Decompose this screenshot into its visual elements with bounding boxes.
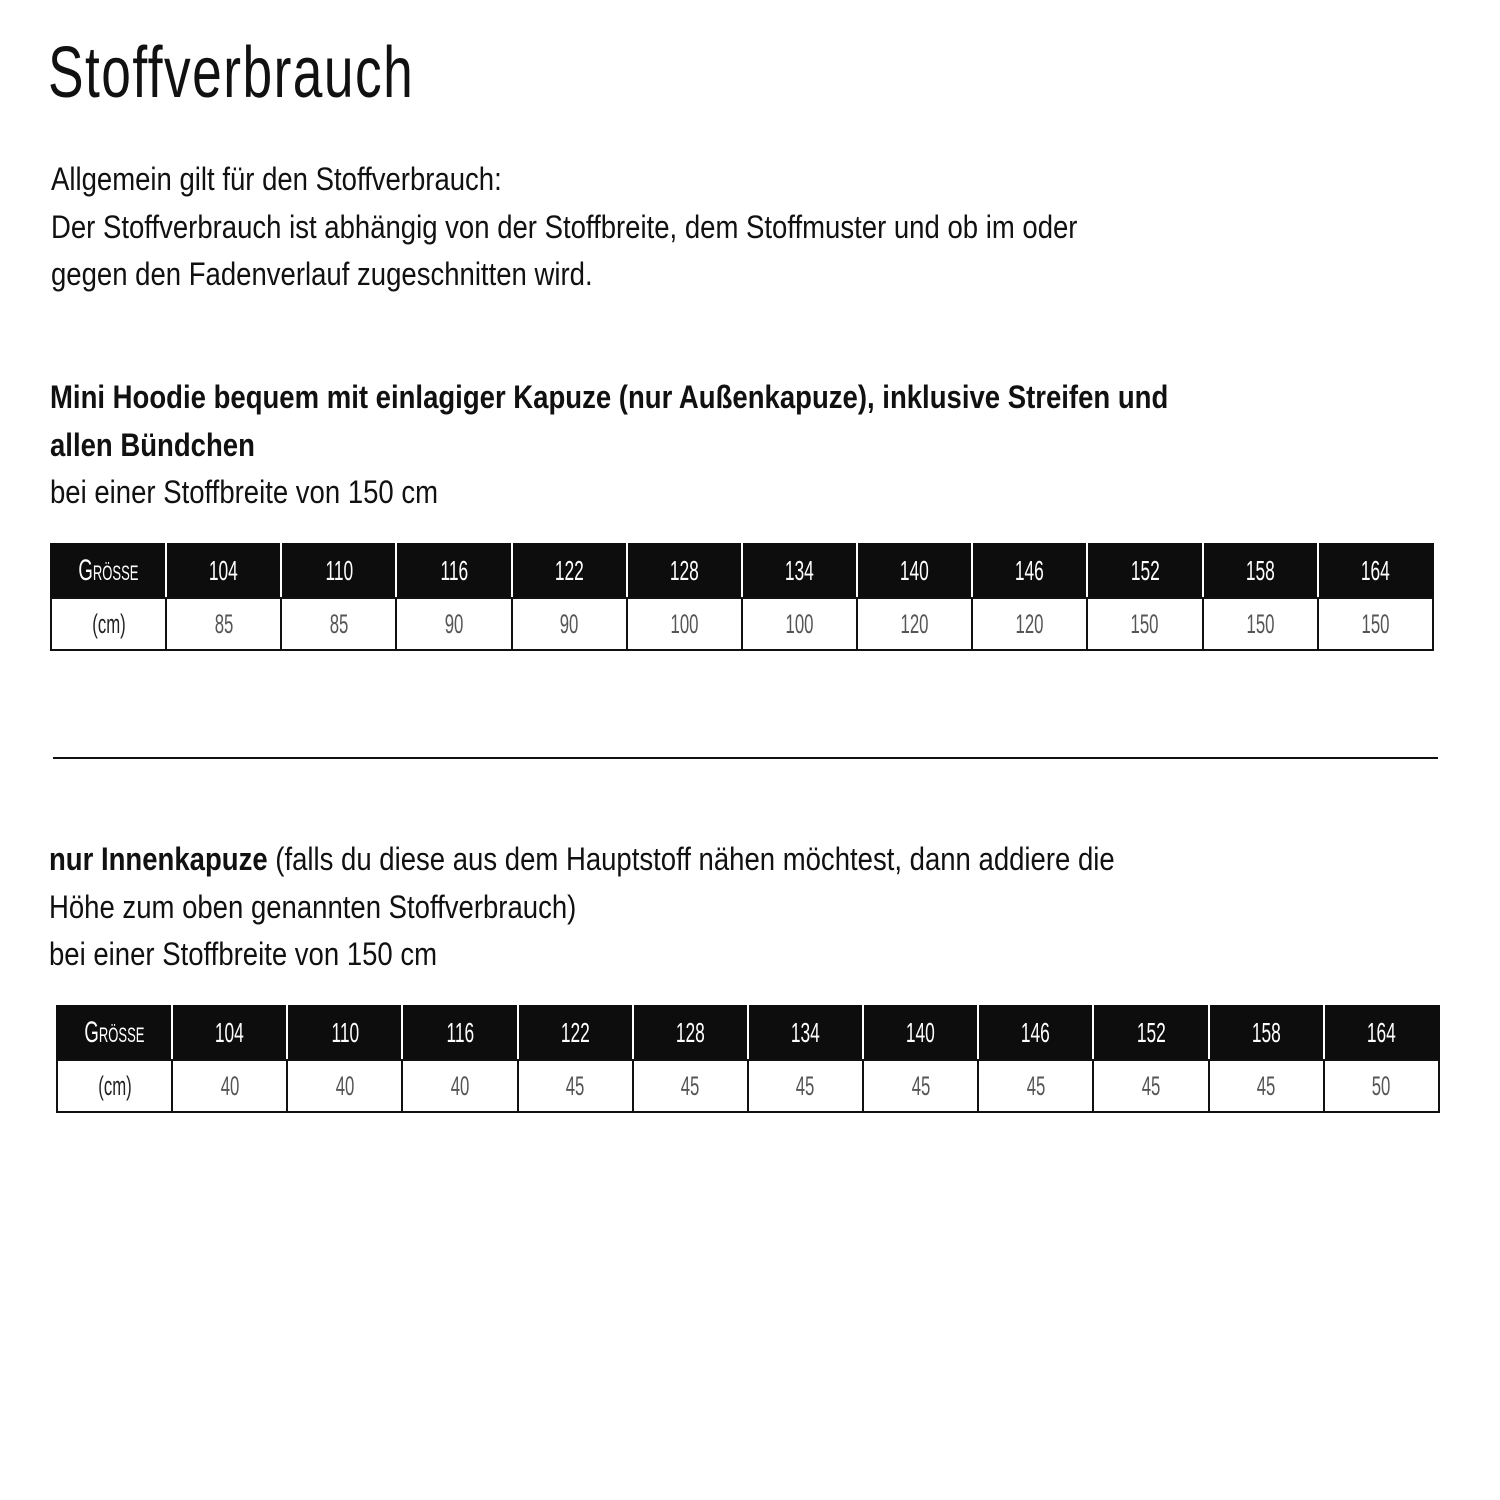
size-cell: 164 bbox=[1318, 544, 1433, 598]
size-cell: 110 bbox=[281, 544, 396, 598]
value-cell: 40 bbox=[172, 1060, 287, 1112]
value-cell: 45 bbox=[1093, 1060, 1208, 1112]
size-cell: 158 bbox=[1209, 1006, 1324, 1060]
inner-hood-fabric-table bbox=[56, 1005, 1440, 1113]
value-cell: 120 bbox=[972, 598, 1087, 650]
size-cell: 122 bbox=[512, 544, 627, 598]
value-cell: 40 bbox=[287, 1060, 402, 1112]
value-cell: 50 bbox=[1324, 1060, 1439, 1112]
value-cell: 150 bbox=[1203, 598, 1318, 650]
section-inner-hood-title-bold: nur Innenkapuze bbox=[49, 841, 268, 877]
value-cell: 45 bbox=[863, 1060, 978, 1112]
size-cell: 164 bbox=[1324, 1006, 1439, 1060]
size-cell: 104 bbox=[172, 1006, 287, 1060]
value-cell: 45 bbox=[1209, 1060, 1324, 1112]
section-inner-hood-heading bbox=[49, 836, 1391, 979]
value-cell: 150 bbox=[1087, 598, 1202, 650]
hoodie-fabric-table bbox=[50, 543, 1434, 651]
size-cell: 146 bbox=[978, 1006, 1093, 1060]
section-inner-hood-title-line-2: Höhe zum oben genannten Stoffverbrauch) bbox=[49, 888, 577, 925]
size-cell: 146 bbox=[972, 544, 1087, 598]
value-cell: 150 bbox=[1318, 598, 1433, 650]
size-cell: 158 bbox=[1203, 544, 1318, 598]
hoodie-value-row bbox=[51, 598, 1433, 650]
section-hoodie-title-line-1: Mini Hoodie bequem mit einlagiger Kapuze (nur Außenkapuze), inklusive Streifen und bbox=[50, 379, 1169, 415]
size-cell: 134 bbox=[748, 1006, 863, 1060]
section-hoodie-heading bbox=[50, 374, 1392, 517]
intro-line-2: Der Stoffverbrauch ist abhängig von der Stoffbreite, dem Stoffmuster und ob im oder bbox=[51, 208, 1078, 245]
size-cell: 116 bbox=[396, 544, 511, 598]
value-cell: 90 bbox=[396, 598, 511, 650]
value-cell: 45 bbox=[518, 1060, 633, 1112]
value-cell: 85 bbox=[166, 598, 281, 650]
size-cell: 122 bbox=[518, 1006, 633, 1060]
unit-header-cell: (cm) bbox=[51, 598, 166, 650]
size-cell: 110 bbox=[287, 1006, 402, 1060]
value-cell: 45 bbox=[633, 1060, 748, 1112]
size-cell: 128 bbox=[627, 544, 742, 598]
intro-line-3: gegen den Fadenverlauf zugeschnitten wird. bbox=[51, 256, 593, 292]
size-cell: 116 bbox=[402, 1006, 517, 1060]
size-cell: 152 bbox=[1087, 544, 1202, 598]
size-cell: 104 bbox=[166, 544, 281, 598]
size-header-cell: Größe bbox=[51, 544, 166, 598]
size-cell: 140 bbox=[863, 1006, 978, 1060]
section-inner-hood-title-line-1 bbox=[49, 836, 1391, 884]
value-cell: 85 bbox=[281, 598, 396, 650]
section-hoodie-title-line-2: allen Bündchen bbox=[50, 426, 255, 463]
intro-text bbox=[51, 156, 1255, 299]
value-cell: 90 bbox=[512, 598, 627, 650]
size-header-cell: Größe bbox=[57, 1006, 172, 1060]
size-cell: 128 bbox=[633, 1006, 748, 1060]
unit-header-cell: (cm) bbox=[57, 1060, 172, 1112]
inner-hood-size-row bbox=[57, 1006, 1439, 1060]
size-cell: 140 bbox=[857, 544, 972, 598]
value-cell: 45 bbox=[748, 1060, 863, 1112]
section-hoodie-width-note: bei einer Stoffbreite von 150 cm bbox=[50, 474, 439, 510]
intro-line-1: Allgemein gilt für den Stoffverbrauch: bbox=[51, 161, 502, 197]
size-cell: 152 bbox=[1093, 1006, 1208, 1060]
value-cell: 120 bbox=[857, 598, 972, 650]
hoodie-size-row bbox=[51, 544, 1433, 598]
section-inner-hood-width-note: bei einer Stoffbreite von 150 cm bbox=[49, 936, 438, 972]
value-cell: 100 bbox=[742, 598, 857, 650]
inner-hood-value-row bbox=[57, 1060, 1439, 1112]
value-cell: 40 bbox=[402, 1060, 517, 1112]
value-cell: 45 bbox=[978, 1060, 1093, 1112]
page-title: Stoffverbrauch bbox=[48, 33, 415, 113]
size-cell: 134 bbox=[742, 544, 857, 598]
section-divider bbox=[53, 757, 1438, 759]
value-cell: 100 bbox=[627, 598, 742, 650]
section-inner-hood-title-rest: (falls du diese aus dem Hauptstoff nähen möchtest, dann addiere die bbox=[267, 841, 1115, 877]
